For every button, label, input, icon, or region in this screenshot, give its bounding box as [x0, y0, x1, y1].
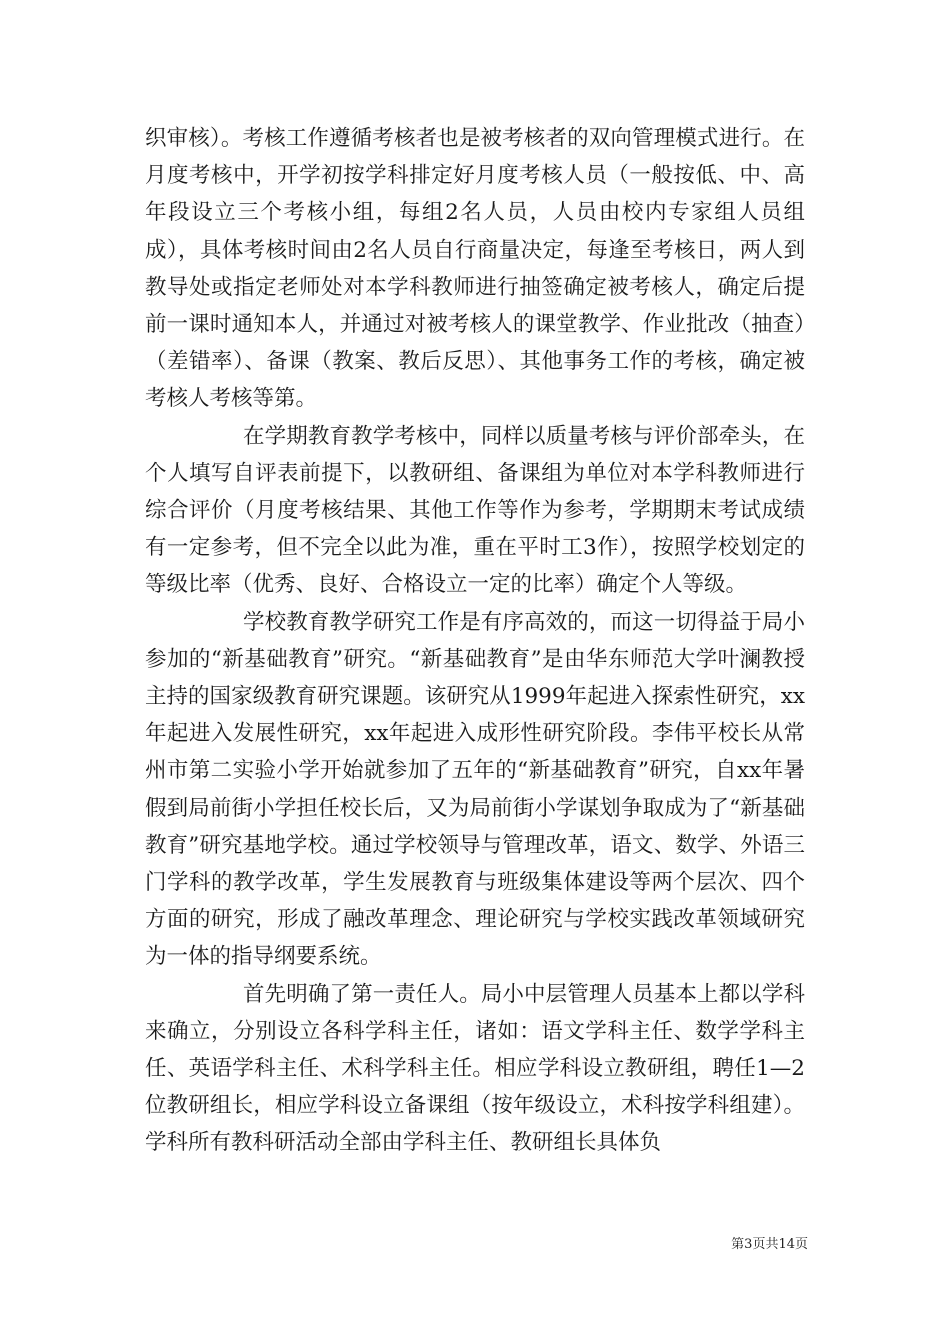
paragraph-4: 首先明确了第一责任人。局小中层管理人员基本上都以学科来确立，分别设立各科学科主任，诸如：语文学科主任、数学学科主任、英语学科主任、术科学科主任。相应学科设立教研组，聘任1—2位教研组长，相应学科设立备课组（按年级设立，术科按学科组建）。学科所有教科研活动全部由学科主任、教研组长具体负 — [145, 981, 805, 1156]
page-number-footer: 第3页共14页 — [731, 1237, 808, 1252]
paragraph-3: 学校教育教学研究工作是有序高效的，而这一切得益于局小参加的“新基础教育”研究。“新基础教育”是由华东师范大学叶澜教授主持的国家级教育研究课题。该研究从1999年起进入探索性研究，xx年起进入发展性研究，xx年起进入成形性研究阶段。李伟平校长从常州市第二实验小学开始就参加了五年的“新基础教育”研究，自xx年暑假到局前街小学担任校长后，又为局前街小学谋划争取成为了“新基础教育”研究基地学校。通过学校领导与管理改革，语文、数学、外语三门学科的教学改革，学生发展教育与班级集体建设等两个层次、四个方面的研究，形成了融改革理念、理论研究与学校实践改革领域研究为一体的指导纲要系统。 — [145, 609, 805, 970]
paragraph-2: 在学期教育教学考核中，同样以质量考核与评价部牵头，在个人填写自评表前提下，以教研组、备课组为单位对本学科教师进行综合评价（月度考核结果、其他工作等作为参考，学期期末考试成绩有一定参考，但不完全以此为准，重在平时工3作），按照学校划定的等级比率（优秀、良好、合格设立一定的比率）确定个人等级。 — [145, 423, 805, 598]
paragraph-1: 织审核）。考核工作遵循考核者也是被考核者的双向管理模式进行。在月度考核中，开学初按学科排定好月度考核人员（一般按低、中、高年段设立三个考核小组，每组2名人员，人员由校内专家组人员组成），具体考核时间由2名人员自行商量决定，每逢至考核日，两人到教导处或指定老师处对本学科教师进行抽签确定被考核人，确定后提前一课时通知本人，并通过对被考核人的课堂教学、作业批改（抽查）（差错率）、备课（教案、教后反思）、其他事务工作的考核，确定被考核人考核等第。 — [145, 126, 805, 412]
body-text — [145, 120, 805, 1162]
